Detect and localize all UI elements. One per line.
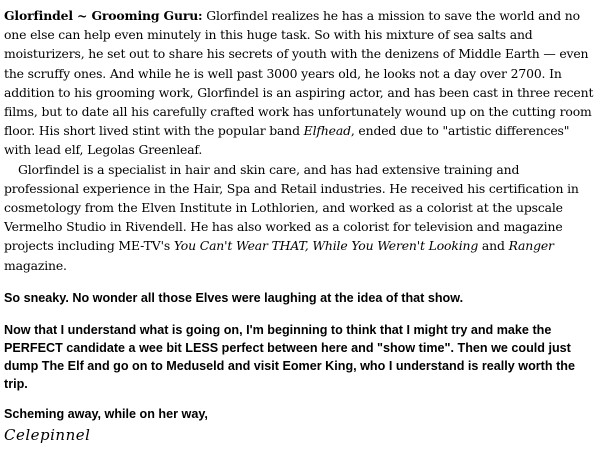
letter-page [4, 6, 594, 444]
magazine-name: Ranger [508, 238, 554, 254]
comment-plan: Now that I understand what is going on, I'm beginning to think that I might try and make the PERFECT candidate a wee bit LESS perfect between here and "show time". Then we could just dump The Elf and go on to Meduseld and visit Eomer King, who I understand is really worth the trip. [4, 322, 575, 391]
bio-text-2c: magazine. [4, 257, 67, 273]
comment-sneaky: So sneaky. No wonder all those Elves were laughing at the idea of that show. [4, 290, 464, 305]
band-name: Elfhead [303, 123, 351, 139]
show-titles: You Can't Wear THAT, While You Weren't Looking [173, 238, 479, 254]
bio-paragraph-1 [4, 6, 594, 160]
bio-name-heading: Glorfindel ~ Grooming Guru: [4, 8, 203, 23]
comment-signoff: Scheming away, while on her way, [4, 406, 208, 421]
bio-text-1a: Glorfindel realizes he has a mission to save the world and no one else can help even minutely in this huge task. So with his mixture of sea salts and moisturizers, he set out to share his secrets of youth with the denizens of Middle Earth — even the scruffy ones. And while he is well past 3000 years old, he looks not a day over 2700. In addition to his grooming work, Glorfindel is an aspiring actor, and has been cast in three recent films, but to date all his carefully crafted work has unfortunately wound up on the cutting room floor. His short lived stint with the popular band [4, 8, 594, 139]
bio-text-2b: and [478, 238, 509, 254]
bio-text-2a: Glorfindel is a specialist in hair and skin care, and has had extensive training and professional experience in the Hair, Spa and Retail industries. He received his certification in cosmetology from the Elven Institute in Lothlorien, and worked as a colorist at the upscale Vermelho Studio in Rivendell. He has also worked as a colorist for television and magazine projects including ME-TV's [4, 161, 579, 254]
glorfindel-bio [4, 6, 594, 275]
bio-text-1b: , ended due to "artistic differences" with lead elf, Legolas Greenleaf. [4, 123, 570, 158]
handwritten-signature: Celepinnel [4, 425, 91, 444]
bio-paragraph-2 [4, 160, 594, 275]
